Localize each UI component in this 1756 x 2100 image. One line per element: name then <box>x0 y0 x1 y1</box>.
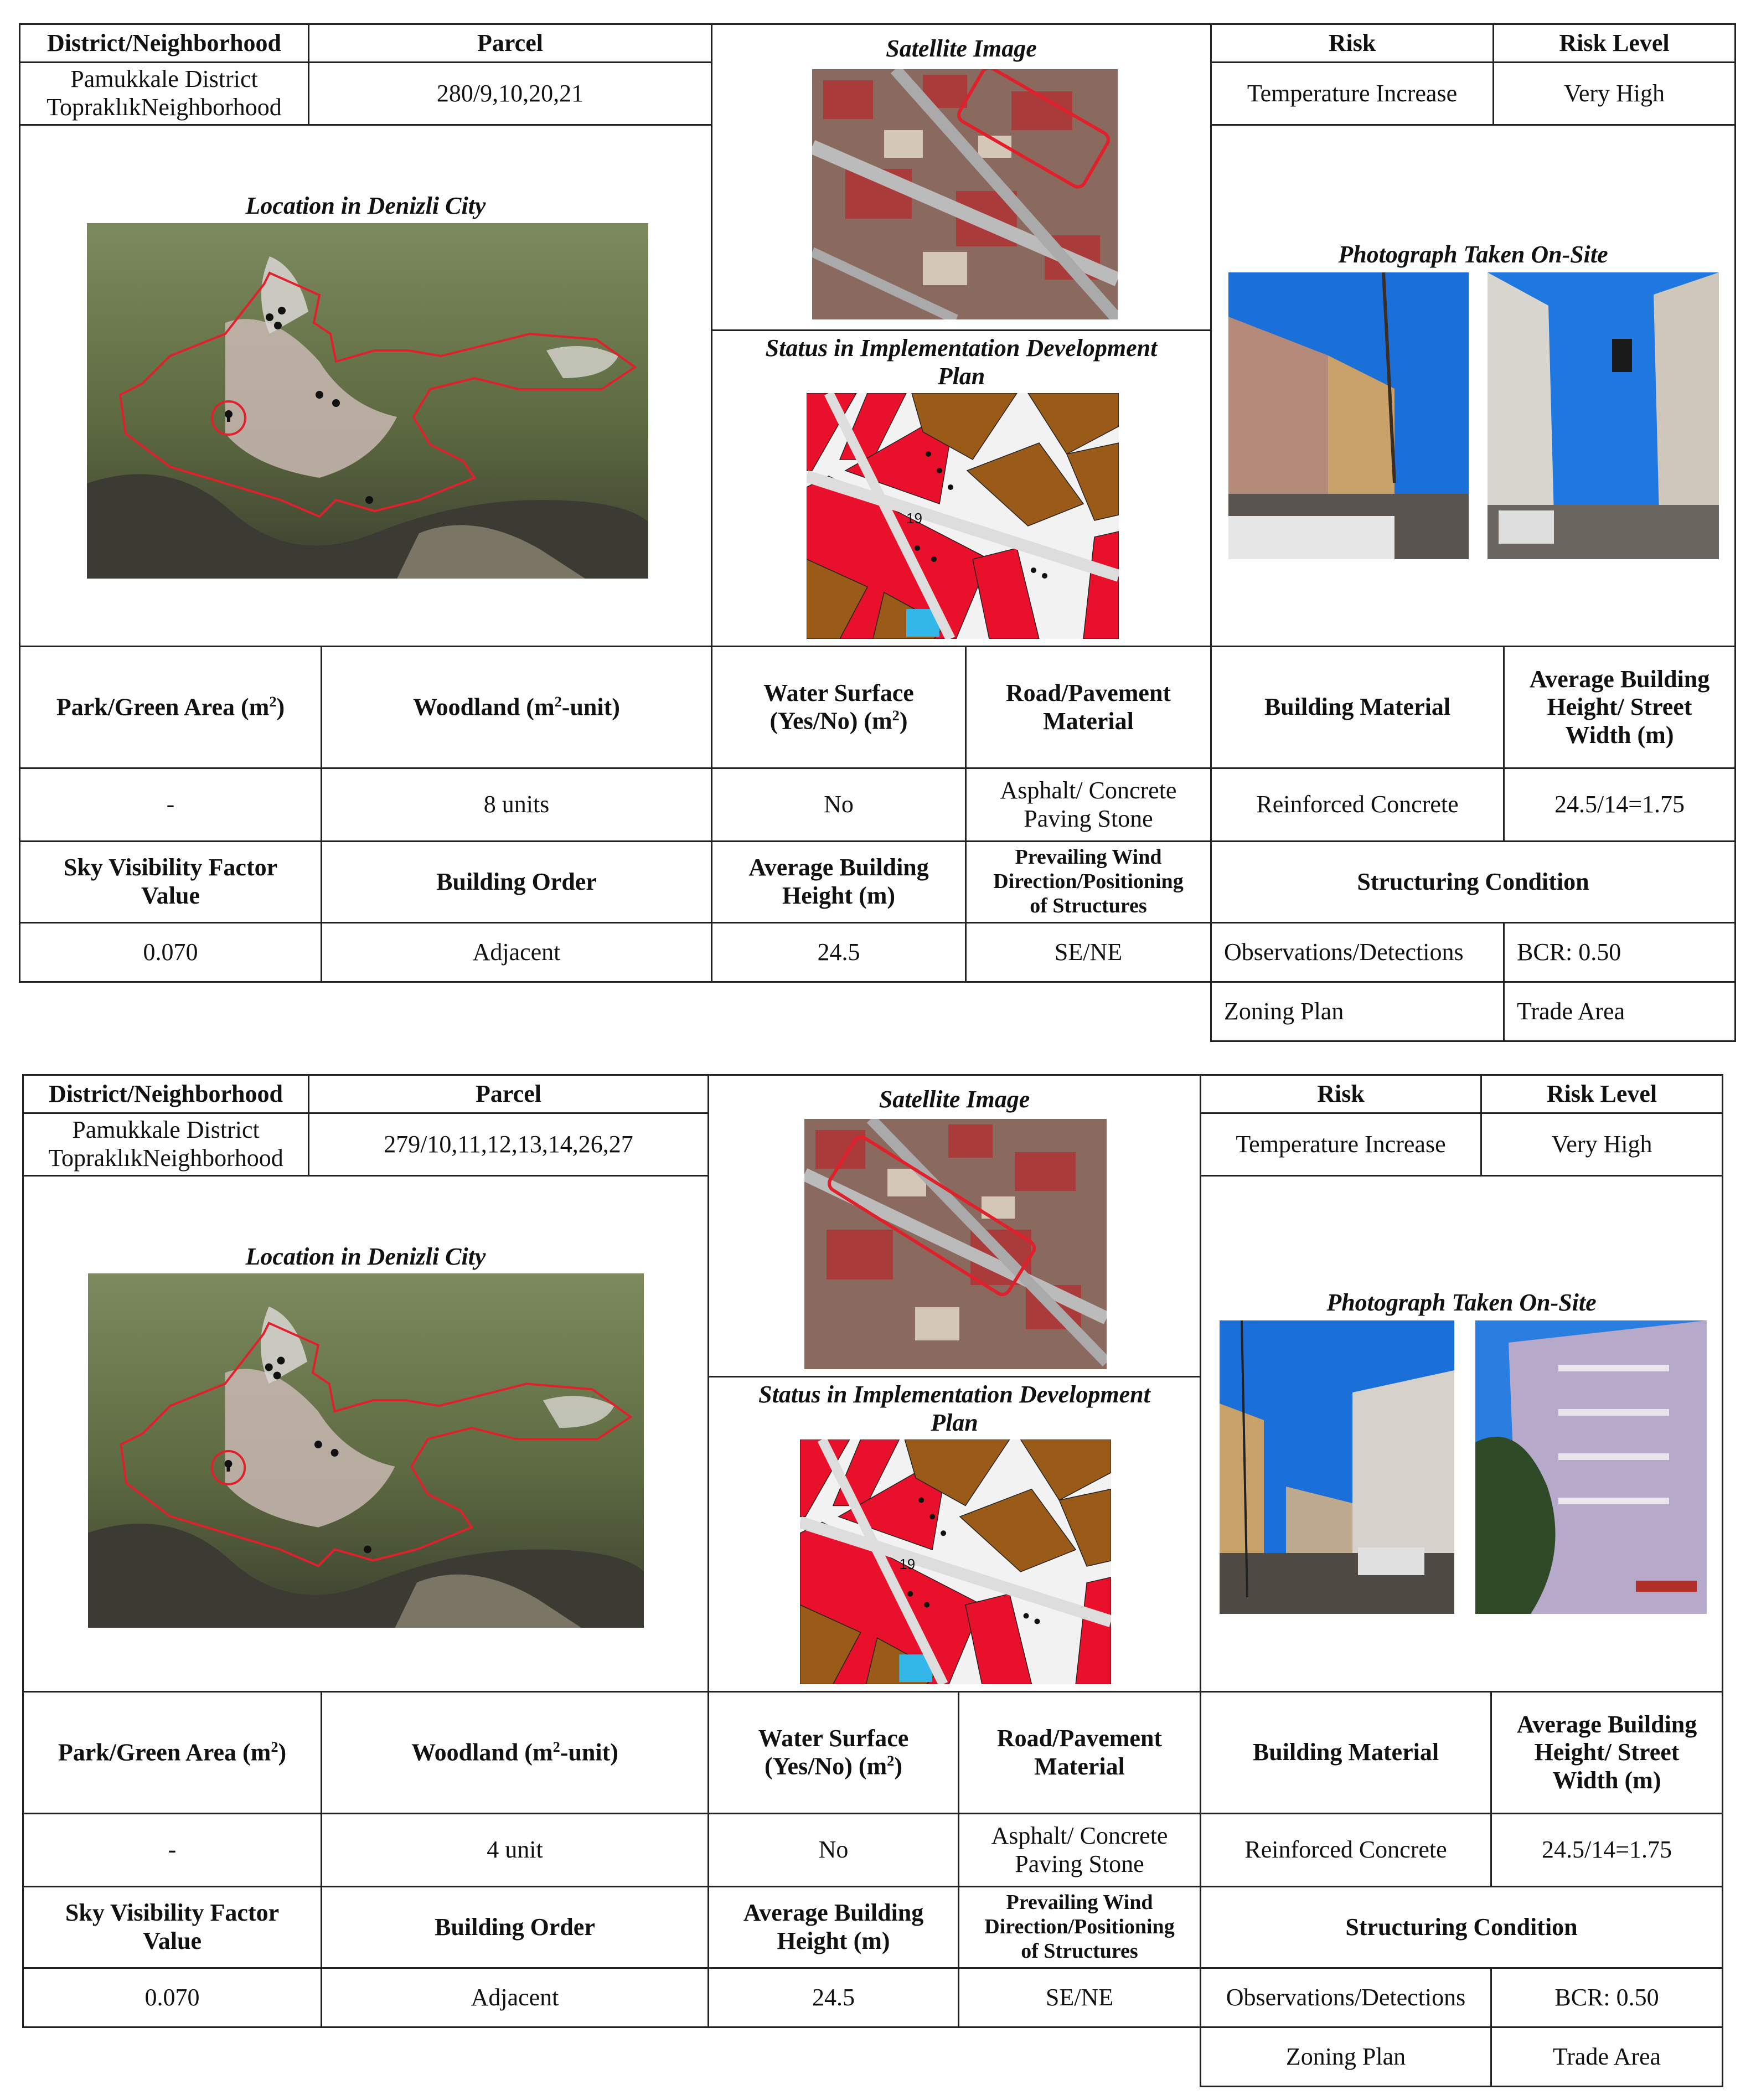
height-value: 24.5 <box>711 922 967 983</box>
photo-panel <box>1210 124 1736 647</box>
photo-title: Photograph Taken On-Site <box>1326 1289 1597 1316</box>
road-value: Asphalt/ Concrete Paving Stone <box>958 1813 1201 1887</box>
sheet-2 <box>0 1051 1756 2100</box>
park-header: Park/Green Area $(m^2)$ <box>22 1691 322 1814</box>
plan-image <box>807 393 1119 639</box>
svf-header: Sky Visibility Factor Value <box>22 1886 322 1969</box>
material-header: Building Material <box>1200 1691 1492 1814</box>
parcel-header: Parcel <box>308 23 712 63</box>
risk-header: Risk <box>1200 1074 1482 1114</box>
bcr-value: BCR: 0.50 <box>1490 1967 1723 2028</box>
parcel-header: Parcel <box>308 1074 709 1114</box>
wind-value: SE/NE <box>965 922 1212 983</box>
location-title: Location in Denizli City <box>245 192 486 219</box>
satellite-image <box>812 69 1118 319</box>
plan-title: Status in Implementation Development Plan <box>765 334 1158 390</box>
woodland-header: Woodland $(m^2-unit)$ <box>321 1691 709 1814</box>
woodland-header: Woodland $(m^2-unit)$ <box>321 646 712 769</box>
satellite-title: Satellite Image <box>879 1086 1030 1113</box>
plan-title: Status in Implementation Development Plan <box>758 1381 1150 1436</box>
district-header: District/Neighborhood <box>22 1074 309 1114</box>
woodland-value: 4 unit <box>321 1813 709 1887</box>
photo-title: Photograph Taken On-Site <box>1338 241 1608 268</box>
observations-label: Observations/Detections <box>1200 1967 1492 2028</box>
location-title: Location in Denizli City <box>245 1243 486 1270</box>
material-header: Building Material <box>1210 646 1505 769</box>
ratio-value: 24.5/14=1.75 <box>1503 767 1736 842</box>
height-value: 24.5 <box>707 1967 959 2028</box>
risk-header: Risk <box>1210 23 1494 63</box>
satellite-panel <box>711 23 1212 331</box>
parcel-value: 280/9,10,20,21 <box>308 61 712 126</box>
ratio-header: Average Building Height/ Street Width (m) <box>1503 646 1736 769</box>
height-header: Average Building Height (m) <box>707 1886 959 1969</box>
satellite-image <box>804 1119 1107 1369</box>
park-value: - <box>22 1813 322 1887</box>
risk-level-value: Very High <box>1480 1112 1723 1177</box>
site-photo-1 <box>1220 1320 1454 1614</box>
risk-level-header: Risk Level <box>1492 23 1736 63</box>
water-header: Water Surface (Yes/No) $(m^2)$ <box>711 646 967 769</box>
wind-header: Prevailing Wind Direction/Positioning of Structures <box>958 1886 1201 1969</box>
water-value: No <box>707 1813 959 1887</box>
location-panel <box>19 124 712 647</box>
bcr-value: BCR: 0.50 <box>1503 922 1736 983</box>
order-value: Adjacent <box>321 922 712 983</box>
structuring-header: Structuring Condition <box>1210 840 1736 923</box>
site-photo-1 <box>1228 272 1469 559</box>
order-header: Building Order <box>321 840 712 923</box>
road-value: Asphalt/ Concrete Paving Stone <box>965 767 1212 842</box>
plan-number-label: 19 <box>906 510 922 527</box>
risk-value: Temperature Increase <box>1210 61 1494 126</box>
park-value: - <box>19 767 322 842</box>
location-map <box>88 1273 644 1628</box>
structuring-header: Structuring Condition <box>1200 1886 1723 1969</box>
observations-label: Observations/Detections <box>1210 922 1505 983</box>
svf-header: Sky Visibility Factor Value <box>19 840 322 923</box>
zoning-value: Trade Area <box>1490 2026 1723 2087</box>
location-panel <box>22 1175 709 1693</box>
district-value: Pamukkale District TopraklıkNeighborhood <box>19 61 309 126</box>
water-header: Water Surface (Yes/No) $(m^2)$ <box>707 1691 959 1814</box>
satellite-panel <box>707 1074 1201 1377</box>
zoning-label: Zoning Plan <box>1200 2026 1492 2087</box>
zoning-label: Zoning Plan <box>1210 981 1505 1042</box>
risk-level-header: Risk Level <box>1480 1074 1723 1114</box>
satellite-title: Satellite Image <box>886 35 1037 62</box>
height-header: Average Building Height (m) <box>711 840 967 923</box>
district-value: Pamukkale District TopraklıkNeighborhood <box>22 1112 309 1177</box>
site-photo-2 <box>1475 1320 1707 1614</box>
risk-level-value: Very High <box>1492 61 1736 126</box>
location-map <box>87 223 648 579</box>
order-value: Adjacent <box>321 1967 709 2028</box>
ratio-header: Average Building Height/ Street Width (m) <box>1490 1691 1723 1814</box>
park-header: Park/Green Area $(m^2)$ <box>19 646 322 769</box>
svf-value: 0.070 <box>19 922 322 983</box>
woodland-value: 8 units <box>321 767 712 842</box>
site-photo-2 <box>1488 272 1719 559</box>
water-value: No <box>711 767 967 842</box>
district-header: District/Neighborhood <box>19 23 309 63</box>
wind-header: Prevailing Wind Direction/Positioning of Structures <box>965 840 1212 923</box>
parcel-value: 279/10,11,12,13,14,26,27 <box>308 1112 709 1177</box>
plan-image <box>800 1439 1111 1684</box>
zoning-value: Trade Area <box>1503 981 1736 1042</box>
road-header: Road/Pavement Material <box>965 646 1212 769</box>
material-value: Reinforced Concrete <box>1200 1813 1492 1887</box>
risk-value: Temperature Increase <box>1200 1112 1482 1177</box>
plan-panel <box>707 1376 1201 1693</box>
svf-value: 0.070 <box>22 1967 322 2028</box>
road-header: Road/Pavement Material <box>958 1691 1201 1814</box>
ratio-value: 24.5/14=1.75 <box>1490 1813 1723 1887</box>
plan-number-label: 19 <box>899 1556 916 1572</box>
material-value: Reinforced Concrete <box>1210 767 1505 842</box>
plan-panel <box>711 329 1212 647</box>
photo-panel <box>1200 1175 1723 1693</box>
wind-value: SE/NE <box>958 1967 1201 2028</box>
order-header: Building Order <box>321 1886 709 1969</box>
